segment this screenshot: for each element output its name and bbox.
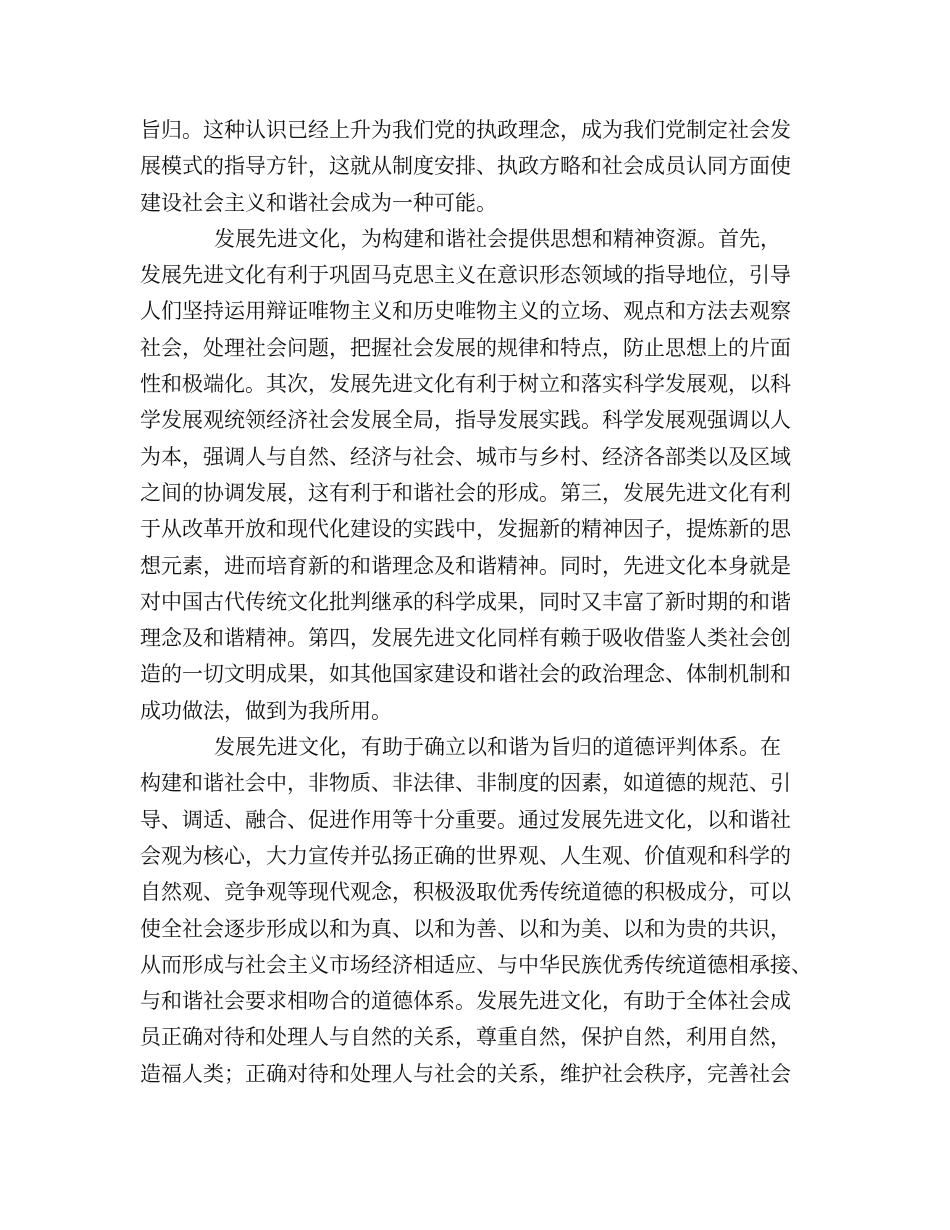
paragraph-line: 使全社会逐步形成以和为真、以和为善、以和为美、以和为贵的共识， [140, 916, 791, 941]
paragraph-line: 社会，处理社会问题，把握社会发展的规律和特点，防止思想上的片面 [140, 335, 791, 360]
paragraph-line: 旨归。这种认识已经上升为我们党的执政理念，成为我们党制定社会发 [140, 118, 791, 142]
paragraph-line: 性和极端化。其次，发展先进文化有利于树立和落实科学发展观，以科 [140, 372, 791, 397]
paragraph-line: 为本，强调人与自然、经济与社会、城市与乡村、经济各部类以及区域 [140, 444, 791, 469]
paragraph-line: 从而形成与社会主义市场经济相适应、与中华民族优秀传统道德相承接、 [140, 952, 812, 977]
paragraph-line: 与和谐社会要求相吻合的道德体系。发展先进文化，有助于全体社会成 [140, 989, 791, 1014]
paragraph-line: 对中国古代传统文化批判继承的科学成果，同时又丰富了新时期的和谐 [140, 589, 791, 614]
paragraph-3 [140, 729, 820, 1092]
paragraph-line: 发展先进文化，有助于确立以和谐为旨归的道德评判体系。在 [214, 735, 781, 760]
paragraph-line: 人们坚持运用辩证唯物主义和历史唯物主义的立场、观点和方法去观察 [140, 299, 791, 324]
paragraph-line: 构建和谐社会中，非物质、非法律、非制度的因素，如道德的规范、引 [140, 771, 791, 796]
paragraph-line: 导、调适、融合、促进作用等十分重要。通过发展先进文化，以和谐社 [140, 807, 791, 832]
paragraph-line: 于从改革开放和现代化建设的实践中，发掘新的精神因子，提炼新的思 [140, 517, 791, 542]
paragraph-line: 员正确对待和处理人与自然的关系，尊重自然，保护自然，利用自然， [140, 1025, 791, 1050]
paragraph-line: 学发展观统领经济社会发展全局，指导发展实践。科学发展观强调以人 [140, 408, 791, 433]
paragraph-2 [140, 221, 820, 729]
paragraph-line: 想元素，进而培育新的和谐理念及和谐精神。同时，先进文化本身就是 [140, 553, 791, 578]
paragraph-line: 造福人类；正确对待和处理人与社会的关系，维护社会秩序，完善社会 [140, 1061, 791, 1086]
paragraph-line: 会观为核心，大力宣传并弘扬正确的世界观、人生观、价值观和科学的 [140, 843, 791, 868]
paragraph-line: 自然观、竞争观等现代观念，积极汲取优秀传统道德的积极成分，可以 [140, 880, 791, 905]
document-body [140, 112, 820, 1092]
paragraph-line: 成功做法，做到为我所用。 [140, 698, 392, 723]
paragraph-line: 造的一切文明成果，如其他国家建设和谐社会的政治理念、体制机制和 [140, 662, 791, 687]
paragraph-line: 展模式的指导方针，这就从制度安排、执政方略和社会成员认同方面使 [140, 154, 791, 179]
paragraph-line: 发展先进文化有利于巩固马克思主义在意识形态领域的指导地位，引导 [140, 263, 791, 288]
paragraph-1 [140, 112, 820, 221]
paragraph-line: 理念及和谐精神。第四，发展先进文化同样有赖于吸收借鉴人类社会创 [140, 626, 791, 651]
paragraph-line: 之间的协调发展，这有利于和谐社会的形成。第三，发展先进文化有利 [140, 480, 791, 505]
paragraph-line: 发展先进文化，为构建和谐社会提供思想和精神资源。首先， [214, 226, 781, 251]
paragraph-line: 建设社会主义和谐社会成为一种可能。 [140, 190, 497, 215]
